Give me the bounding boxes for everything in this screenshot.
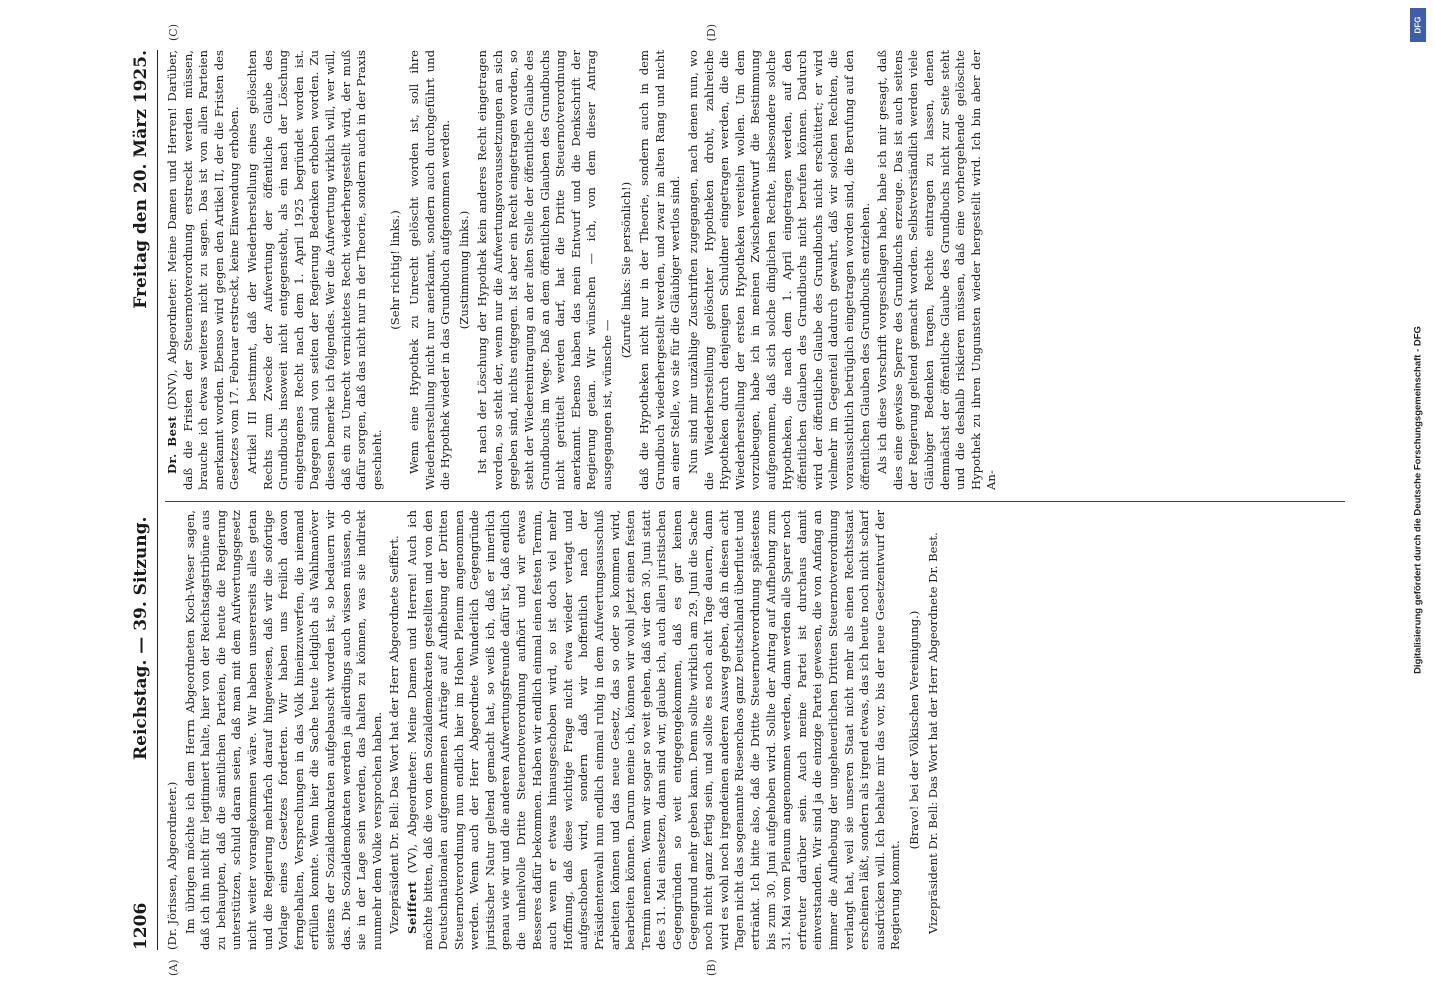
speaker-name: Dr. Best <box>165 415 179 474</box>
interjection: (Zurufe links: Sie persönlich!) <box>618 181 633 359</box>
paragraph: daß die Hypotheken nicht nur in der Theorie, sondern auch in dem Grundbuch wiederhergestellt werden, und zwar im alten Rang und nicht an einer Stelle, wo sie für die Gläubiger wertlos sind. <box>637 50 683 490</box>
session-date: Freitag den 20. März 1925. <box>131 50 151 309</box>
dfg-logo <box>1410 8 1426 42</box>
interjection: (Bravo! bei der Völkischen Vereinigung.) <box>906 610 921 850</box>
scanned-page <box>105 20 1365 980</box>
right-column <box>165 50 1345 490</box>
paragraph: (DNV), Abgeordneter: Meine Damen und Herren! Darüber, daß die Fristen der Steuernotverordnung erstreckt werden müssen, brauche ich etwas weiteres nicht zu sagen. Das ist von allen Parteien anerkannt worden. Ebenso wird gegen den Artikel II, der die Fristen des Gesetzes vom 17. Februar erstreckt, keine Einwendung erhoben. <box>165 50 242 490</box>
credit-text: Digitalisierung gefördert durch die Deutsche Forschungsgemeinschaft - DFG <box>1412 326 1424 674</box>
paragraph: Nun sind mir unzählige Zuschriften zugegangen, nach denen nun, wo die Wiederherstellung gelöschter Hypotheken droht, zahlreiche Hypotheken durch denjenigen Schuldner eingetragen werden, die die Wiederherstellung der ersten Hypotheken vereiteln wollen. Um dem vorzubeugen, habe ich in meinen Zwischenentwurf die Bestimmung aufgenommen, daß sich solche dinglichen Rechte, insbesondere solche Hypotheken, die nach dem 1. April eingetragen werden, auf den öffentlichen Glauben des Grundbuchs nicht berufen können. Dadurch wird der öffentliche Glaube des Grundbuchs nicht erschüttert; er wird vielmehr im Gegenteil dadurch gewahrt, daß wir solchen Rechten, die voraussichtlich betrüglich eingetragen worden sind, die Berufung auf den öffentlichen Glauben des Grundbuchs entziehen. <box>686 50 872 490</box>
chair-remark: Vizepräsident Dr. Bell: Das Wort hat der Herr Abgeordnete Seiffert. <box>387 535 402 934</box>
session-title: Reichstag. — 39. Sitzung. <box>131 516 151 760</box>
interjection: (Sehr richtig! links.) <box>388 210 403 330</box>
paragraph: Ist nach der Löschung der Hypothek kein anderes Recht eingetragen worden, so steht der, wenn nur die Aufwertungsvoraussetzungen an sich gegeben sind, nichts entgegen. Ist aber ein Recht eingetragen worden, so steht der Wiedereintragung an der alten Stelle der öffentliche Glaube des Grundbuchs im Wege. Daß an dem öffentlichen Glauben des Grundbuchs nicht gerüttelt werden darf, hat die Dritte Steuernotverordnung anerkannt. Ebenso haben das mein Entwurf und die Denkschrift der Regierung getan. Wir wünschen — ich, von dem dieser Antrag ausgegangen ist, wünsche — <box>475 50 615 490</box>
page-header <box>125 50 158 950</box>
margin-marker-c: (C) <box>167 24 180 41</box>
paragraph: Im übrigen möchte ich dem Herrn Abgeordneten Koch-Weser sagen, daß ich ihn nicht für legitimiert halte, hier von der Reichstagstribüne aus zu behaupten, daß die sämtlichen Parteien, die heute die Regierung unterstützen, schuld daran seien, daß man mit dem Aufwertungsgesetz nicht weiter vorangekommen wäre. Wir haben unsererseits alles getan und die Regierung mehrfach darauf hingewiesen, daß wir die sofortige Vorlage eines Gesetzes forderten. Wir haben uns freilich davon ferngehalten, Versprechungen in das Volk hineinzuwerfen, die niemand erfüllen konnte. Wenn hier die Sache heute lediglich als Wahlmanöver seitens der Sozialdemokraten aufgebauscht worden ist, so bedauern wir das. Die Sozialdemokraten werden ja allerdings auch wissen müssen, ob sie in der Lage sein werden, das halten zu können, was sie indirekt nunmehr dem Volke versprochen haben. <box>182 510 384 950</box>
speaker-name: Seiffert <box>404 881 419 934</box>
margin-marker-b: (B) <box>705 959 718 976</box>
paragraph: Wenn eine Hypothek zu Unrecht gelöscht worden ist, soll ihre Wiederherstellung nicht nur anerkannt, sondern auch durchgeführt und die Hypothek wieder in das Grundbuch aufgenommen werden. <box>406 50 453 490</box>
running-speaker: (Dr. Jörissen, Abgeordneter.) <box>165 781 179 950</box>
margin-marker-a: (A) <box>167 959 180 976</box>
paragraph: Als ich diese Vorschrift vorgeschlagen habe, habe ich mir gesagt, daß dies eine gewisse Sperre des Grundbuchs erzeuge. Das ist auch seitens der Regierung geltend gemacht worden. Selbstverständlich werden viele Gläubiger Bedenken tragen, Rechte eintragen zu lassen, denen demnächst der öffentliche Glaube des Grundbuchs nicht zur Seite steht und die deshalb riskieren müssen, daß eine vorhergehende gelöschte Hypothek zu ihren Ungunsten wieder hergestellt wird. Ich bin aber der An- <box>875 50 999 490</box>
left-column <box>165 510 1345 950</box>
column-divider <box>165 501 1345 502</box>
paragraph: (VV), Abgeordneter: Meine Damen und Herren! Auch ich möchte bitten, daß die von den Sozialdemokraten gestellten und von den Deutschnationalen aufgenommenen Anträge auf Aufhebung der Dritten Steuernotverordnung nun endlich hier im Hohen Plenum angenommen werden. Wenn auch der Herr Abgeordnete Wunderlich Gegengründe juristischer Natur geltend gemacht hat, so weiß ich, daß er innerlich genau wie wir und die anderen Aufwertungsfreunde dafür ist, daß endlich die unheilvolle Dritte Steuernotverordnung aufhört und wir etwas Besseres dafür bekommen. Haben wir endlich einmal einen festen Termin, auch wenn er etwas hinausgeschoben wird, so ist doch viel mehr Hoffnung, daß diese wichtige Frage nicht etwa wieder vertagt und aufgeschoben wird, sondern daß wir hoffentlich nach der Präsidentenwahl nun endlich einmal ruhig in dem Aufwertungsausschuß arbeiten können und das neue Gesetz, das so oder so kommen wird, bearbeiten können. Darum meine ich, können wir wohl jetzt einen festen Termin nennen. Wenn wir sogar so weit gehen, daß wir den 30. Juni statt des 31. Mai einsetzen, dann sind wir, glaube ich, auch allen juristischen Gegengründen so weit entgegengekommen, daß es gar keinen Gegengrund mehr geben kann. Denn sollte wirklich am 29. Juni die Sache noch nicht ganz fertig sein, und sollte es noch acht Tage dauern, dann wird es wohl noch irgendeinen anderen Ausweg geben, daß in diesen acht Tagen nicht das sogenannte Riesenchaos ganz Deutschland überflutet und ertränkt. Ich bitte also, daß die Dritte Steuernotverordnung spätestens bis zum 30. Juni aufgehoben wird. Sollte der Antrag auf Aufhebung zum 31. Mai vom Plenum angenommen werden, dann werden alle Sparer noch erfreuter darüber sein. Auch meine Partei ist durchaus damit einverstanden. Wir sind ja die einzige Partei gewesen, die von Anfang an immer die Aufhebung der ungeheuerlichen Dritten Steuernotverordnung verlangt hat, weil sie unseren Staat nicht mehr als einen Rechtsstaat erscheinen läßt, sondern als irgend etwas, das ich heute noch nicht scharf ausdrücken will. Ich behalte mir das vor, bis der neue Gesetzentwurf der Regierung kommt. <box>404 510 903 950</box>
chair-remark: Vizepräsident Dr. Bell: Das Wort hat der Herr Abgeordnete Dr. Best. <box>925 532 940 934</box>
interjection: (Zustimmung links.) <box>456 210 471 330</box>
page-number: 1206 <box>131 902 151 950</box>
dfg-logo-text: DFG <box>1413 16 1423 34</box>
paragraph: Artikel III bestimmt, daß der Wiederherstellung eines gelöschten Rechts zum Zwecke der Aufwertung der öffentliche Glaube des Grundbuchs insoweit nicht entgegensteht, als ein nach der Löschung eingetragenes Recht nach dem 1. April 1925 begründet worden ist. Dagegen sind von seiten der Regierung Bedenken erhoben worden. Zu diesen bemerke ich folgendes. Wer die Aufwertung wirklich will, wer will, daß ein zu Unrecht vernichtetes Recht wiederhergestellt wird, der muß dafür sorgen, daß das nicht nur in der Theorie, sondern auch in der Praxis geschieht. <box>244 50 384 490</box>
margin-marker-d: (D) <box>705 24 718 42</box>
